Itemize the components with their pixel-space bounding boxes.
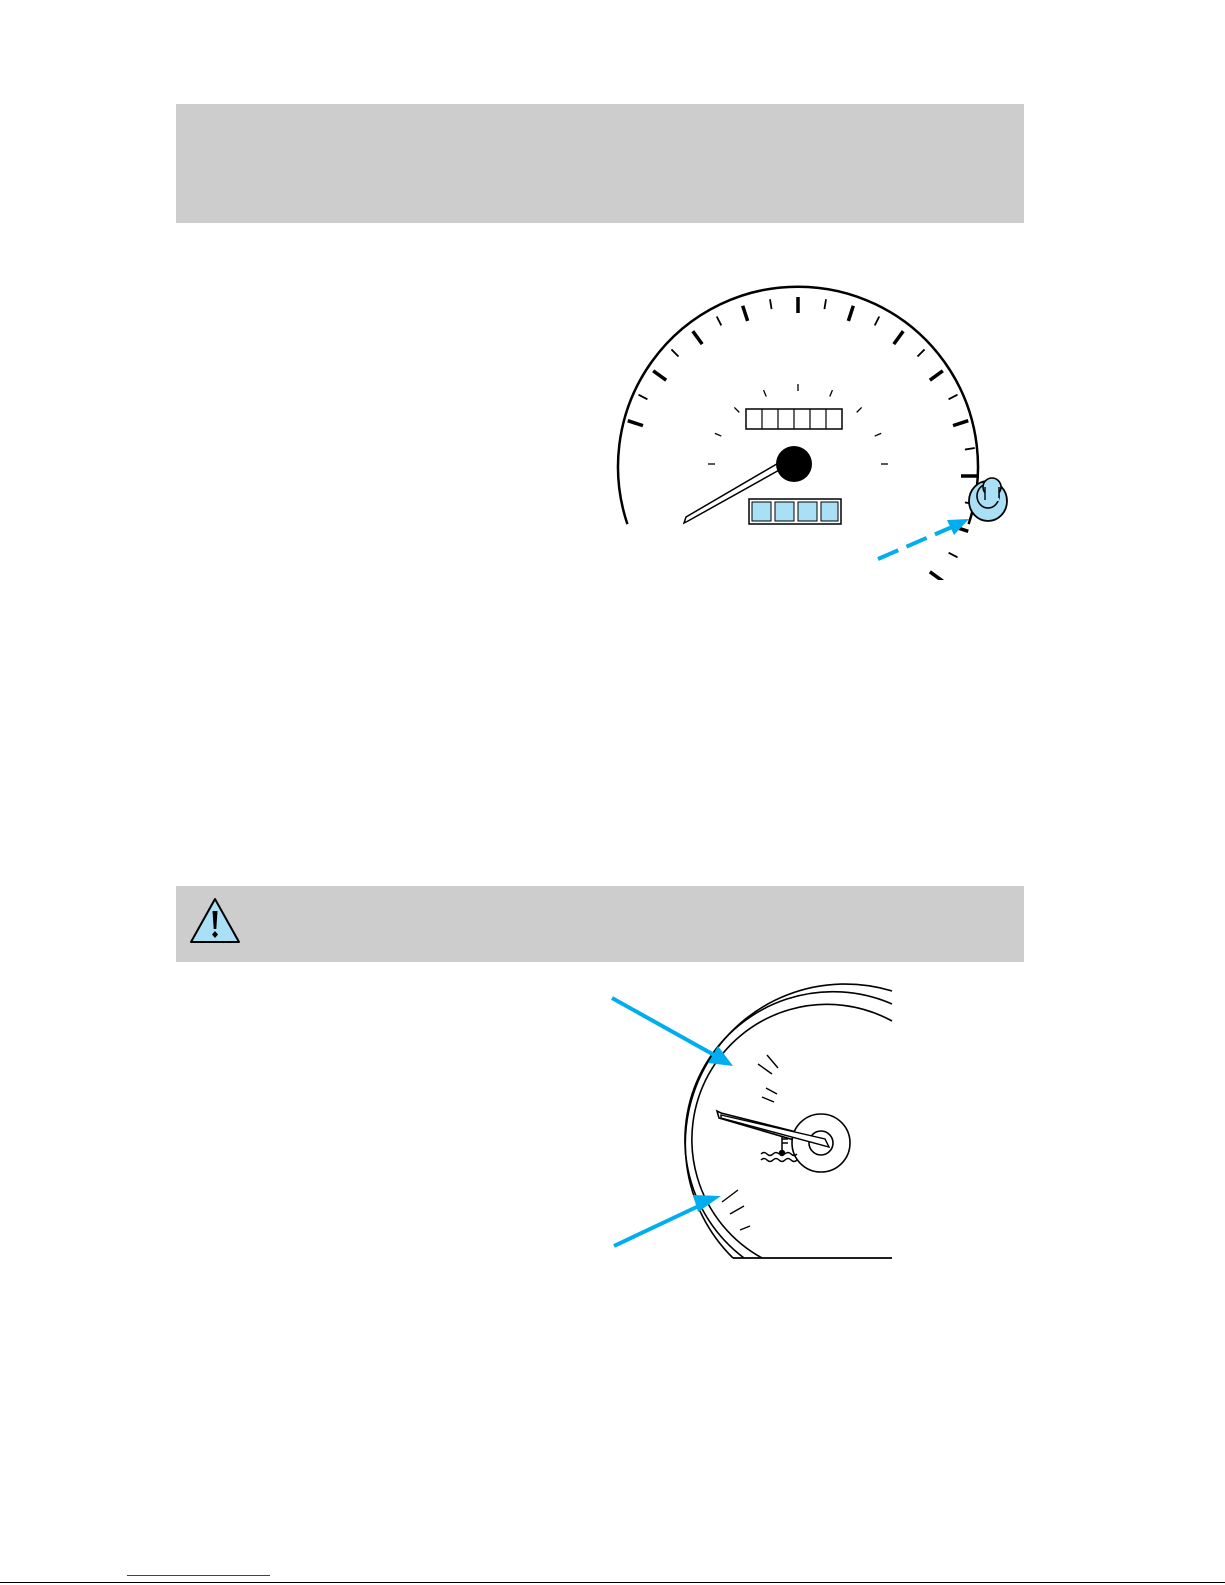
major-tick: [953, 421, 968, 426]
inner-tick: [830, 390, 833, 396]
minor-tick: [965, 448, 975, 450]
trip-display: [749, 499, 841, 524]
major-tick: [848, 306, 853, 321]
minor-tick: [639, 395, 648, 400]
major-tick: [894, 331, 903, 344]
major-tick: [628, 421, 643, 426]
inner-tick: [875, 433, 881, 436]
major-tick: [743, 306, 748, 321]
major-tick: [653, 371, 666, 380]
minor-tick: [824, 299, 826, 309]
minor-tick: [770, 299, 772, 309]
minor-tick: [717, 317, 722, 326]
major-tick: [930, 371, 943, 380]
upper-pointer-arrow: [612, 998, 733, 1066]
reset-stem-pointer-arrow: [878, 519, 969, 559]
minor-tick: [949, 553, 958, 558]
odometer-display: [746, 409, 842, 429]
page-header-band: [176, 104, 1024, 223]
major-tick: [930, 572, 943, 580]
minor-tick: [671, 349, 678, 356]
inner-tick: [715, 433, 721, 436]
warning-band: [176, 886, 1024, 962]
major-tick: [693, 331, 702, 344]
gauge-upper-segment: [758, 1055, 778, 1102]
inner-tick: [764, 390, 767, 396]
minor-tick: [918, 349, 925, 356]
temperature-gauge-needle: [717, 1111, 850, 1172]
minor-tick: [875, 317, 880, 326]
gauge-lower-segment: [722, 1190, 750, 1230]
footer-link-underline[interactable]: [127, 1575, 270, 1576]
minor-tick: [949, 395, 958, 400]
warning-triangle-icon: [188, 896, 242, 946]
speedometer-illustration: [600, 280, 1040, 580]
inner-tick: [857, 407, 862, 412]
trip-reset-stem: [969, 478, 1007, 521]
speedometer-dial-arc: [618, 287, 978, 524]
inner-tick: [734, 407, 739, 412]
coolant-temperature-gauge-illustration: [600, 980, 920, 1270]
page-bottom-rule: [0, 1582, 1225, 1583]
